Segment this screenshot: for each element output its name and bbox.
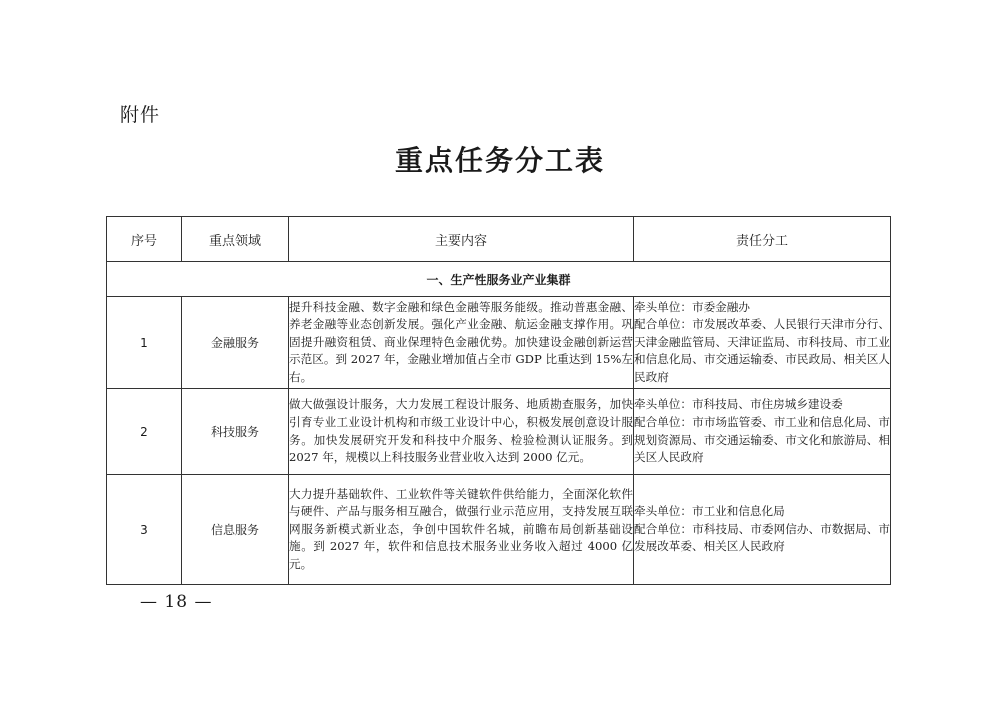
row-content-text: 提升科技金融、数字金融和绿色金融等服务能级。推动普惠金融、养老金融等业态创新发展。强化产业金融、航运金融支撑作用。巩固提升融资租赁、商业保理特色金融优势。加快建设金融创新运营示范区。到 2027 年，金融业增加值占全市 GDP 比重达到 15%左右。 (289, 299, 633, 384)
row-duty (634, 389, 891, 475)
row-number: 3 (107, 475, 182, 585)
row-field: 信息服务 (182, 475, 289, 585)
table-row (107, 297, 891, 389)
table-header-row (107, 217, 891, 262)
row-content (289, 297, 634, 389)
row-coop-units: 配合单位：市市场监管委、市工业和信息化局、市规划资源局、市交通运输委、市文化和旅游局、相关区人民政府 (634, 414, 890, 465)
row-number: 1 (107, 297, 182, 389)
attachment-label: 附件 (120, 104, 161, 126)
column-header-content: 主要内容 (289, 217, 634, 262)
row-coop-units: 配合单位：市科技局、市委网信办、市数据局、市发展改革委、相关区人民政府 (634, 521, 890, 554)
row-content-text: 做大做强设计服务，大力发展工程设计服务、地质勘查服务，加快引育专业工业设计机构和市级工业设计中心，积极发展创意设计服务。加快发展研究开发和科技中介服务、检验检测认证服务。到 2027 年，规模以上科技服务业营业收入达到 2000 亿元。 (289, 397, 633, 465)
page-number: — 18 — (140, 592, 213, 612)
column-header-duty: 责任分工 (634, 217, 891, 262)
table-row (107, 475, 891, 585)
row-content (289, 475, 634, 585)
column-header-field: 重点领域 (182, 217, 289, 262)
task-table (106, 216, 891, 585)
row-number: 2 (107, 389, 182, 475)
table-row (107, 389, 891, 475)
row-content (289, 389, 634, 475)
page-title: 重点任务分工表 (394, 144, 605, 177)
section-heading: 一、生产性服务业产业集群 (107, 262, 891, 297)
row-duty (634, 297, 891, 389)
row-duty (634, 475, 891, 585)
column-header-no: 序号 (107, 217, 182, 262)
row-field: 金融服务 (182, 297, 289, 389)
row-lead-unit: 牵头单位：市委金融办 (634, 299, 750, 314)
row-lead-unit: 牵头单位：市工业和信息化局 (634, 504, 785, 519)
row-coop-units: 配合单位：市发展改革委、人民银行天津市分行、天津金融监管局、天津证监局、市科技局、市工业和信息化局、市交通运输委、市民政局、相关区人民政府 (634, 317, 890, 384)
row-field: 科技服务 (182, 389, 289, 475)
row-content-text: 大力提升基础软件、工业软件等关键软件供给能力，全面深化软件与硬件、产品与服务相互融合，做强行业示范应用，支持发展互联网服务新模式新业态，争创中国软件名城，前瞻布局创新基础设施。到 2027 年，软件和信息技术服务业业务收入超过 4000 亿元。 (289, 486, 633, 571)
section-row (107, 262, 891, 297)
row-lead-unit: 牵头单位：市科技局、市住房城乡建设委 (634, 397, 843, 412)
